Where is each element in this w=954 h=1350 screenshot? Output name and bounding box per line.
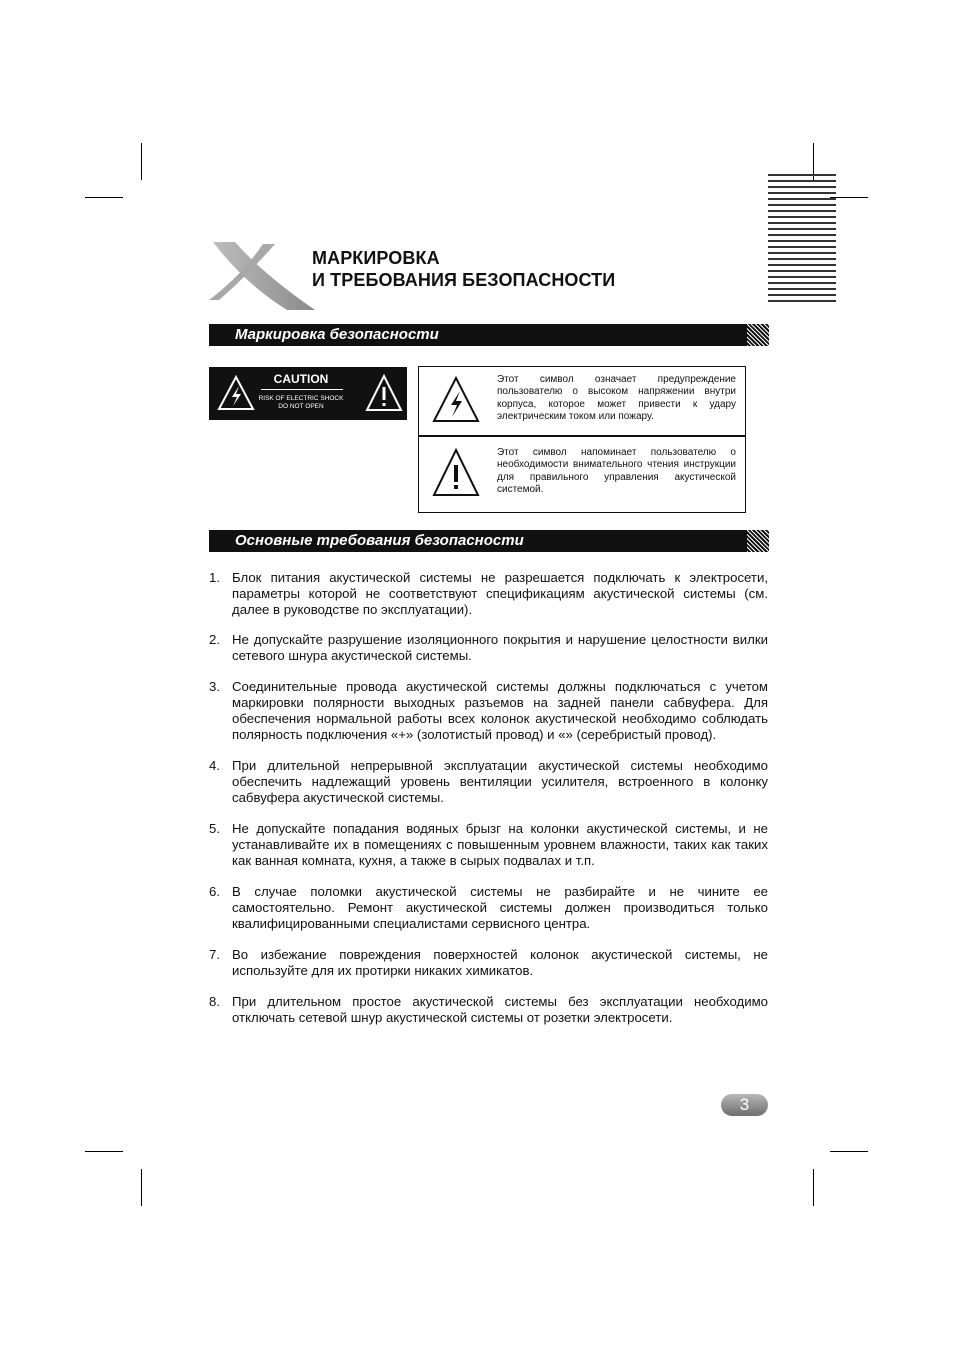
section-heading-bar xyxy=(209,324,769,346)
x-logo-icon xyxy=(205,240,317,314)
section-heading-bar xyxy=(209,530,769,552)
section-heading: Основные требования безопасности xyxy=(235,532,524,549)
item-number: 8. xyxy=(209,994,220,1009)
caution-line-1: RISK OF ELECTRIC SHOCK xyxy=(258,395,344,402)
item-text: Не допускайте разрушение изоляционного покрытия и нарушение целостности вилки сетевого шнура акустической системы. xyxy=(232,632,768,663)
page-title xyxy=(312,247,615,291)
crop-mark xyxy=(813,1169,814,1206)
list-item xyxy=(209,994,768,1026)
caution-label xyxy=(209,367,407,420)
list-item xyxy=(209,884,768,932)
item-number: 1. xyxy=(209,570,220,585)
hatch-pattern xyxy=(747,324,769,346)
symbol-description: Этот символ означает предупреждение пользователю о высоком напряжении внутри корпуса, которое может привести к удару электрическим током или пожару. xyxy=(497,374,736,423)
hatch-pattern xyxy=(747,530,769,552)
crop-mark xyxy=(85,1151,123,1152)
requirements-list xyxy=(209,570,768,1026)
caution-line-2: DO NOT OPEN xyxy=(278,403,324,410)
section-heading: Маркировка безопасности xyxy=(235,326,439,343)
caution-subtext xyxy=(257,395,345,411)
exclamation-triangle-icon xyxy=(431,447,481,499)
item-number: 5. xyxy=(209,821,220,836)
item-number: 3. xyxy=(209,679,220,694)
lightning-triangle-icon xyxy=(217,374,255,412)
crop-mark xyxy=(141,143,142,180)
title-line-1: МАРКИРОВКА xyxy=(312,248,440,268)
caution-title: CAUTION xyxy=(273,372,329,386)
item-text: Соединительные провода акустической системы должны подключаться с учетом маркировки полярности выходных разъемов на задней панели сабвуфера. Для обеспечения нормальной работы всех колонок акустической необходимо соблюдать полярность подключения «+» (золотистый провод) и «» (серебристый провод). xyxy=(232,679,768,742)
item-text: В случае поломки акустической системы не разбирайте и не чините ее самостоятельно. Ремонт акустической системы должен производиться только квалифицированными специалистами сервисного центра. xyxy=(232,884,768,931)
title-line-2: И ТРЕБОВАНИЯ БЕЗОПАСНОСТИ xyxy=(312,270,616,290)
symbol-description: Этот символ напоминает пользователю о необходимости внимательного чтения инструкции для правильного управления акустической системой. xyxy=(497,447,736,496)
list-item xyxy=(209,758,768,806)
item-text: Во избежание повреждения поверхностей колонок акустической системы, не используйте для их протирки никаких химикатов. xyxy=(232,947,768,978)
item-number: 2. xyxy=(209,632,220,647)
list-item xyxy=(209,821,768,869)
item-number: 4. xyxy=(209,758,220,773)
divider xyxy=(419,435,745,437)
page-number-badge: 3 xyxy=(721,1094,768,1116)
item-text: Блок питания акустической системы не разрешается подключать к электросети, параметры которой не соответствуют спецификациям акустической системы (см. далее в руководстве по эксплуатации). xyxy=(232,570,768,617)
crop-mark xyxy=(830,1151,868,1152)
item-number: 6. xyxy=(209,884,220,899)
item-text: Не допускайте попадания водяных брызг на колонки акустической системы, и не устанавливайте их в помещениях с повышенным уровнем влажности, таких как таких как ванная комната, кухня, а также в сырых подвалах и т.п. xyxy=(232,821,768,868)
list-item xyxy=(209,570,768,618)
decorative-stripes xyxy=(768,174,836,306)
item-text: При длительном простое акустической системы без эксплуатации необходимо отключать сетевой шнур акустической системы от розетки электросети. xyxy=(232,994,768,1025)
caution-divider xyxy=(261,389,343,390)
list-item xyxy=(209,679,768,743)
crop-mark xyxy=(85,197,123,198)
crop-mark xyxy=(141,1169,142,1206)
symbols-legend-box xyxy=(418,366,746,513)
item-number: 7. xyxy=(209,947,220,962)
exclamation-triangle-icon xyxy=(365,373,403,413)
list-item xyxy=(209,947,768,979)
list-item xyxy=(209,632,768,664)
lightning-triangle-icon xyxy=(431,375,481,425)
item-text: При длительной непрерывной эксплуатации акустической системы необходимо обеспечить надлежащий уровень вентиляции усилителя, встроенного в колонку сабвуфера акустической системы. xyxy=(232,758,768,805)
